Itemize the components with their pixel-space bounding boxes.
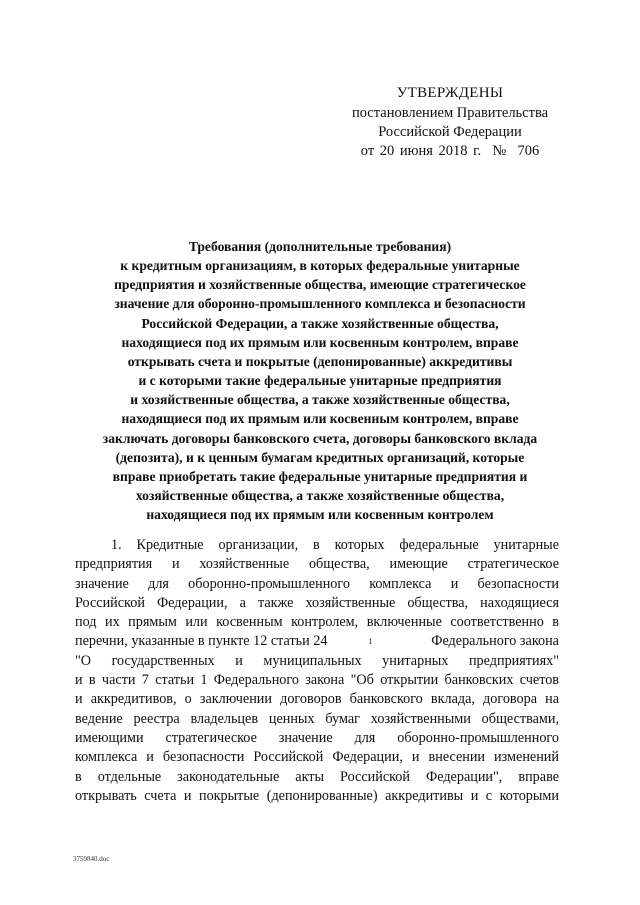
- paragraph-line: и в части 7 статьи 1 Федерального закона "Об открытии банковских счетов: [75, 672, 559, 689]
- title-line: предприятия и хозяйственные общества, имеющие стратегическое: [114, 277, 526, 293]
- title-line: находящиеся под их прямым или косвенным контролем, вправе: [121, 411, 519, 427]
- paragraph-line: в отдельные законодательные акты Российской Федерации", вправе: [75, 768, 559, 785]
- paragraph-line: комплекса и безопасности Российской Федерации, и внесении изменений: [75, 749, 559, 766]
- paragraph-line: и аккредитивов, о заключении договоров банковского вклада, договора на: [75, 691, 559, 708]
- paragraph-line: Российской Федерации, а также хозяйственные общества, находящиеся: [75, 594, 559, 611]
- title-line: заключать договоры банковского счета, договоры банковского вклада: [102, 430, 538, 446]
- title-line: значение для оборонно-промышленного комплекса и безопасности: [114, 296, 526, 312]
- document-code: 3759840.doc: [73, 855, 110, 863]
- title-line: вправе приобретать такие федеральные унитарные предприятия и: [112, 468, 528, 484]
- title-line: Российской Федерации, а также хозяйственные общества,: [141, 315, 499, 331]
- superscript-marker: 1: [368, 637, 373, 647]
- title-line: хозяйственные общества, а также хозяйственные общества,: [135, 488, 505, 504]
- title-line: к кредитным организациям, в которых федеральные унитарные: [120, 258, 520, 274]
- title-line: находящиеся под их прямым или косвенным контролем, вправе: [121, 334, 519, 350]
- paragraph-line: "О государственных и муниципальных унитарных предприятиях": [75, 652, 559, 669]
- approval-date-line: от 20 июня 2018 г. № 706: [360, 143, 540, 159]
- title-line: (депозита), и к ценным бумагам кредитных организаций, которые: [115, 449, 525, 465]
- approval-heading: УТВЕРЖДЕНЫ: [396, 85, 504, 101]
- paragraph-line: значение для оборонно-промышленного комплекса и безопасности: [75, 575, 559, 592]
- title-line: и с которыми такие федеральные унитарные предприятия: [138, 373, 502, 389]
- paragraph-line: предприятия и хозяйственные общества, имеющие стратегическое: [75, 556, 559, 573]
- paragraph-line: под их прямым или косвенным контролем, включенные соответственно в: [75, 614, 559, 631]
- approval-stamp: [330, 84, 570, 161]
- paragraph-line: [75, 632, 559, 651]
- approval-line-2: Российской Федерации: [378, 124, 522, 140]
- title-line: открывать счета и покрытые (депонированные) аккредитивы: [127, 353, 513, 369]
- paragraph-line-text: перечни, указанные в пункте 12 статьи 24: [75, 633, 328, 650]
- document-title: [70, 237, 570, 524]
- title-line: Требования (дополнительные требования): [188, 239, 452, 254]
- paragraph-line: имеющими стратегическое значение для оборонно-промышленного: [75, 729, 559, 746]
- approval-line-1: постановлением Правительства: [351, 105, 549, 121]
- document-body: [75, 536, 559, 806]
- paragraph-line-tail: Федерального закона: [431, 633, 559, 650]
- paragraph-line: ведение реестра владельцев ценных бумаг хозяйственными обществами,: [75, 710, 559, 727]
- paragraph-line: открывать счета и покрытые (депонированные) аккредитивы и с которыми: [75, 787, 559, 804]
- title-line: и хозяйственные общества, а также хозяйственные общества,: [130, 392, 510, 408]
- title-line: находящиеся под их прямым или косвенным контролем: [146, 507, 494, 523]
- paragraph-line: 1. Кредитные организации, в которых федеральные унитарные: [111, 537, 559, 553]
